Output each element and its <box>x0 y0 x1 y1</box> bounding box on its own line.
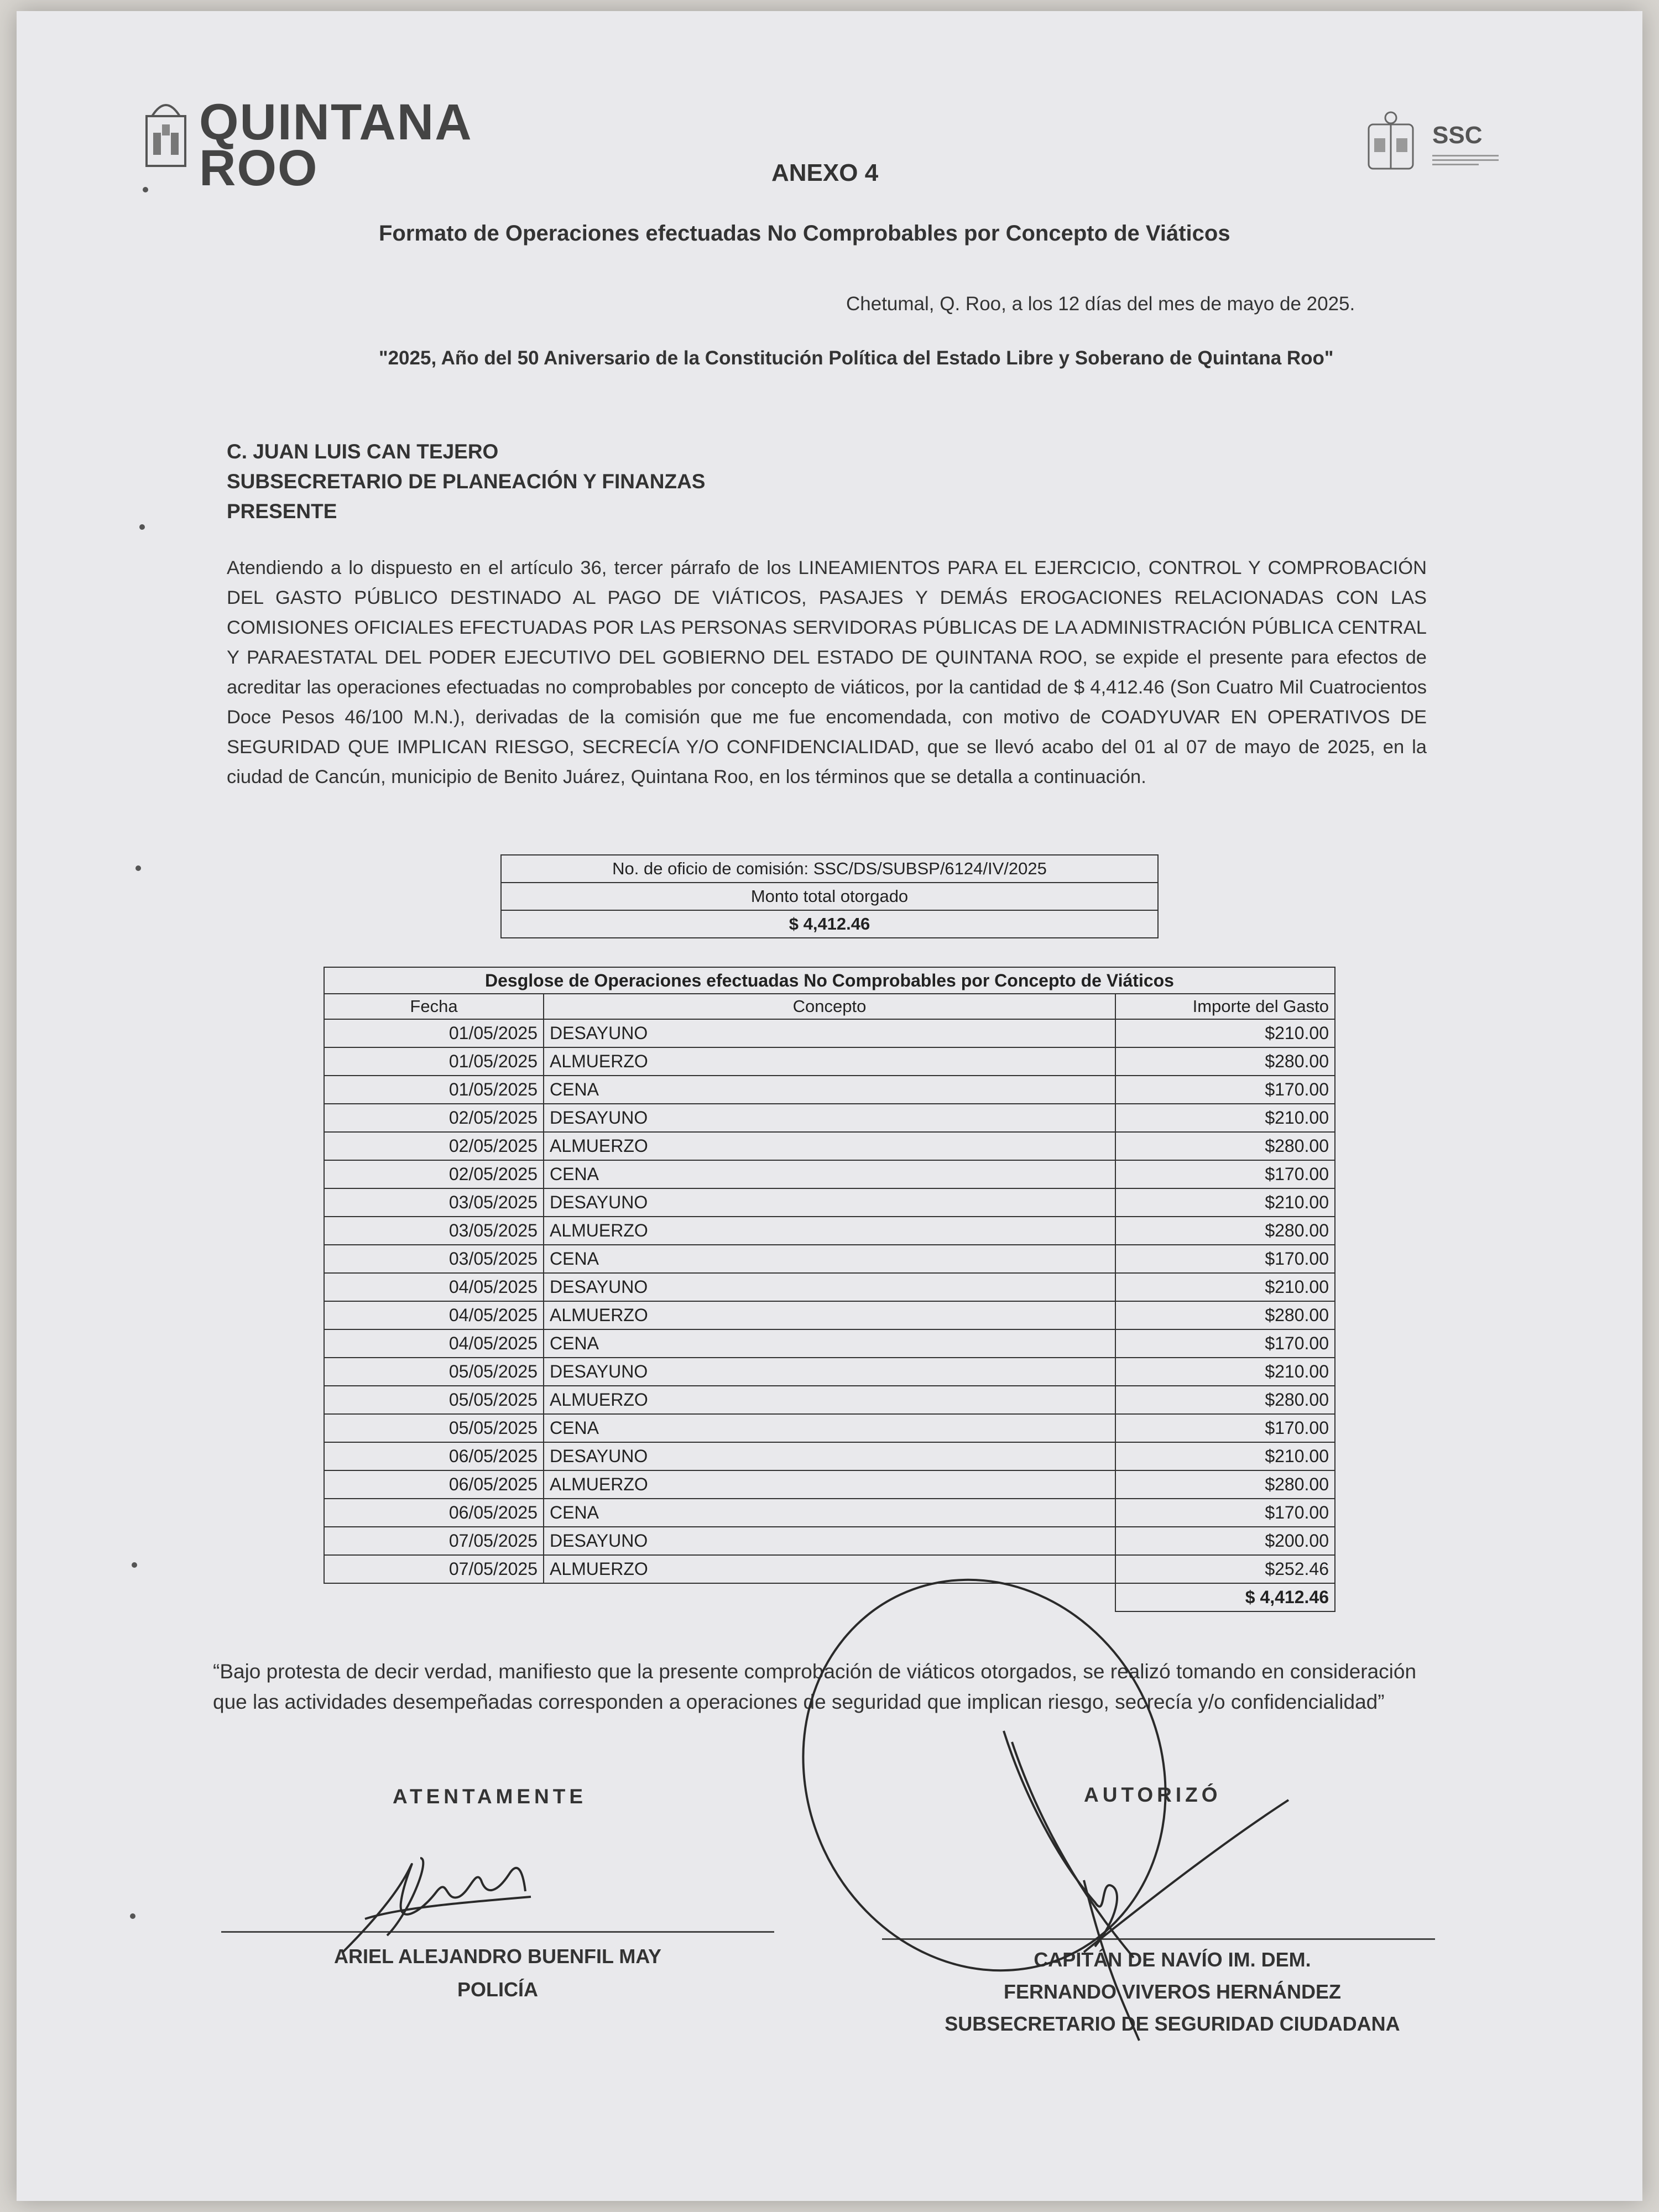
row-fecha: 06/05/2025 <box>324 1470 544 1499</box>
row-concepto: CENA <box>544 1329 1115 1358</box>
atentamente-heading: ATENTAMENTE <box>393 1785 587 1808</box>
row-concepto: CENA <box>544 1414 1115 1442</box>
document-subtitle: Formato de Operaciones efectuadas No Comprobables por Concepto de Viáticos <box>379 221 1230 246</box>
row-concepto: ALMUERZO <box>544 1555 1115 1583</box>
row-concepto: ALMUERZO <box>544 1217 1115 1245</box>
row-importe: $210.00 <box>1115 1104 1335 1132</box>
row-concepto: DESAYUNO <box>544 1188 1115 1217</box>
monto-value: $ 4,412.46 <box>501 910 1158 938</box>
row-concepto: ALMUERZO <box>544 1386 1115 1414</box>
header-concepto: Concepto <box>544 994 1115 1019</box>
row-fecha: 04/05/2025 <box>324 1301 544 1329</box>
row-importe: $170.00 <box>1115 1499 1335 1527</box>
row-concepto: CENA <box>544 1245 1115 1273</box>
row-importe: $170.00 <box>1115 1160 1335 1188</box>
row-concepto: ALMUERZO <box>544 1047 1115 1076</box>
row-fecha: 05/05/2025 <box>324 1386 544 1414</box>
right-signature <box>740 1520 1288 2041</box>
row-importe: $210.00 <box>1115 1442 1335 1470</box>
row-fecha: 02/05/2025 <box>324 1132 544 1160</box>
protesta-statement: “Bajo protesta de decir verdad, manifiesto que la presente comprobación de viáticos otorgados, se realizó tomando en consideración que las actividades desempeñadas corresponden a operaciones de seguridad que implican riesgo, secrecía y/o confidencialidad” <box>213 1660 1417 1713</box>
header-importe: Importe del Gasto <box>1115 994 1335 1019</box>
year-motto: "2025, Año del 50 Aniversario de la Constitución Política del Estado Libre y Soberano de Quintana Roo" <box>379 347 1334 369</box>
row-fecha: 01/05/2025 <box>324 1076 544 1104</box>
row-concepto: DESAYUNO <box>544 1019 1115 1047</box>
row-fecha: 07/05/2025 <box>324 1527 544 1555</box>
row-concepto: DESAYUNO <box>544 1442 1115 1470</box>
desglose-title: Desglose de Operaciones efectuadas No Comprobables por Concepto de Viáticos <box>324 967 1335 994</box>
row-importe: $170.00 <box>1115 1414 1335 1442</box>
autorizo-heading: AUTORIZÓ <box>1084 1783 1222 1806</box>
row-concepto: ALMUERZO <box>544 1470 1115 1499</box>
row-importe: $252.46 <box>1115 1555 1335 1583</box>
row-importe: $210.00 <box>1115 1358 1335 1386</box>
signer-right-name: FERNANDO VIVEROS HERNÁNDEZ <box>1003 1980 1342 2003</box>
row-importe: $280.00 <box>1115 1047 1335 1076</box>
row-fecha: 06/05/2025 <box>324 1442 544 1470</box>
row-fecha: 04/05/2025 <box>324 1273 544 1301</box>
row-importe: $210.00 <box>1115 1019 1335 1047</box>
margin-mark <box>132 1562 137 1568</box>
document-title: ANEXO 4 <box>771 159 879 186</box>
margin-mark <box>135 865 141 871</box>
margin-mark <box>130 1913 135 1919</box>
recipient-presente: PRESENTE <box>227 500 337 523</box>
row-fecha: 05/05/2025 <box>324 1358 544 1386</box>
row-concepto: DESAYUNO <box>544 1527 1115 1555</box>
left-signature <box>343 1858 531 1952</box>
oficio-number: No. de oficio de comisión: SSC/DS/SUBSP/6124/IV/2025 <box>501 855 1158 883</box>
signer-left-name: ARIEL ALEJANDRO BUENFIL MAY <box>333 1945 662 1968</box>
row-concepto: DESAYUNO <box>544 1358 1115 1386</box>
row-importe: $280.00 <box>1115 1301 1335 1329</box>
margin-mark <box>143 187 148 192</box>
body-paragraph: Atendiendo a lo dispuesto en el artículo 36, tercer párrafo de los LINEAMIENTOS PARA EL EJERCICIO, CONTROL Y COMPROBACIÓN DEL GASTO PÚBLICO DESTINADO AL PAGO DE VIÁTICOS, PASAJES Y DEMÁS EROGACIONES RELACIONADAS CON LAS COMISIONES OFICIALES EFECTUADAS POR LAS PERSONAS SERVIDORAS PÚBLICAS DE LA ADMINISTRACIÓN PÚBLICA CENTRAL Y PARAESTATAL DEL PODER EJECUTIVO DEL GOBIERNO DEL ESTADO DE QUINTANA ROO, se expide el presente para efectos de acreditar las operaciones efectuadas no comprobables por concepto de viáticos, por la cantidad de $ 4,412.46 (Son Cuatro Mil Cuatrocientos Doce Pesos 46/100 M.N.), derivadas de la comisión que me fue encomendada, con motivo de COADYUVAR EN OPERATIVOS DE SEGURIDAD QUE IMPLICAN RIESGO, SECRECÍA Y/O CONFIDENCIALIDAD, que se llevó acabo del 01 al 07 de mayo de 2025, en la ciudad de Cancún, municipio de Benito Juárez, Quintana Roo, en los términos que se detalla a continuación. <box>227 557 1427 787</box>
row-fecha: 03/05/2025 <box>324 1245 544 1273</box>
place-date: Chetumal, Q. Roo, a los 12 días del mes de mayo de 2025. <box>846 293 1355 315</box>
row-importe: $200.00 <box>1115 1527 1335 1555</box>
recipient-position: SUBSECRETARIO DE PLANEACIÓN Y FINANZAS <box>227 470 706 493</box>
row-fecha: 01/05/2025 <box>324 1047 544 1076</box>
row-importe: $280.00 <box>1115 1386 1335 1414</box>
row-importe: $170.00 <box>1115 1245 1335 1273</box>
row-fecha: 07/05/2025 <box>324 1555 544 1583</box>
row-concepto: CENA <box>544 1499 1115 1527</box>
row-fecha: 05/05/2025 <box>324 1414 544 1442</box>
row-fecha: 03/05/2025 <box>324 1217 544 1245</box>
row-fecha: 04/05/2025 <box>324 1329 544 1358</box>
total-amount: $ 4,412.46 <box>1115 1583 1335 1611</box>
header-fecha: Fecha <box>324 994 544 1019</box>
row-fecha: 06/05/2025 <box>324 1499 544 1527</box>
row-importe: $210.00 <box>1115 1188 1335 1217</box>
monto-label: Monto total otorgado <box>501 883 1158 910</box>
row-fecha: 01/05/2025 <box>324 1019 544 1047</box>
row-importe: $170.00 <box>1115 1329 1335 1358</box>
row-importe: $280.00 <box>1115 1132 1335 1160</box>
row-fecha: 02/05/2025 <box>324 1104 544 1132</box>
row-concepto: CENA <box>544 1160 1115 1188</box>
signer-right-role: SUBSECRETARIO DE SEGURIDAD CIUDADANA <box>945 2012 1400 2035</box>
row-fecha: 03/05/2025 <box>324 1188 544 1217</box>
row-concepto: DESAYUNO <box>544 1104 1115 1132</box>
brand-wordmark: QUINTANA ROO <box>199 94 471 196</box>
row-importe: $210.00 <box>1115 1273 1335 1301</box>
row-concepto: DESAYUNO <box>544 1273 1115 1301</box>
row-importe: $170.00 <box>1115 1076 1335 1104</box>
row-concepto: CENA <box>544 1076 1115 1104</box>
row-importe: $280.00 <box>1115 1217 1335 1245</box>
row-concepto: ALMUERZO <box>544 1301 1115 1329</box>
signer-right-rank: CAPITÁN DE NAVÍO IM. DEM. <box>1034 1948 1311 1971</box>
row-fecha: 02/05/2025 <box>324 1160 544 1188</box>
ssc-wordmark: SSC <box>1432 122 1483 149</box>
row-importe: $280.00 <box>1115 1470 1335 1499</box>
row-concepto: ALMUERZO <box>544 1132 1115 1160</box>
margin-mark <box>139 524 145 530</box>
signer-left-role: POLICÍA <box>457 1978 538 2001</box>
recipient-name: C. JUAN LUIS CAN TEJERO <box>227 440 499 463</box>
